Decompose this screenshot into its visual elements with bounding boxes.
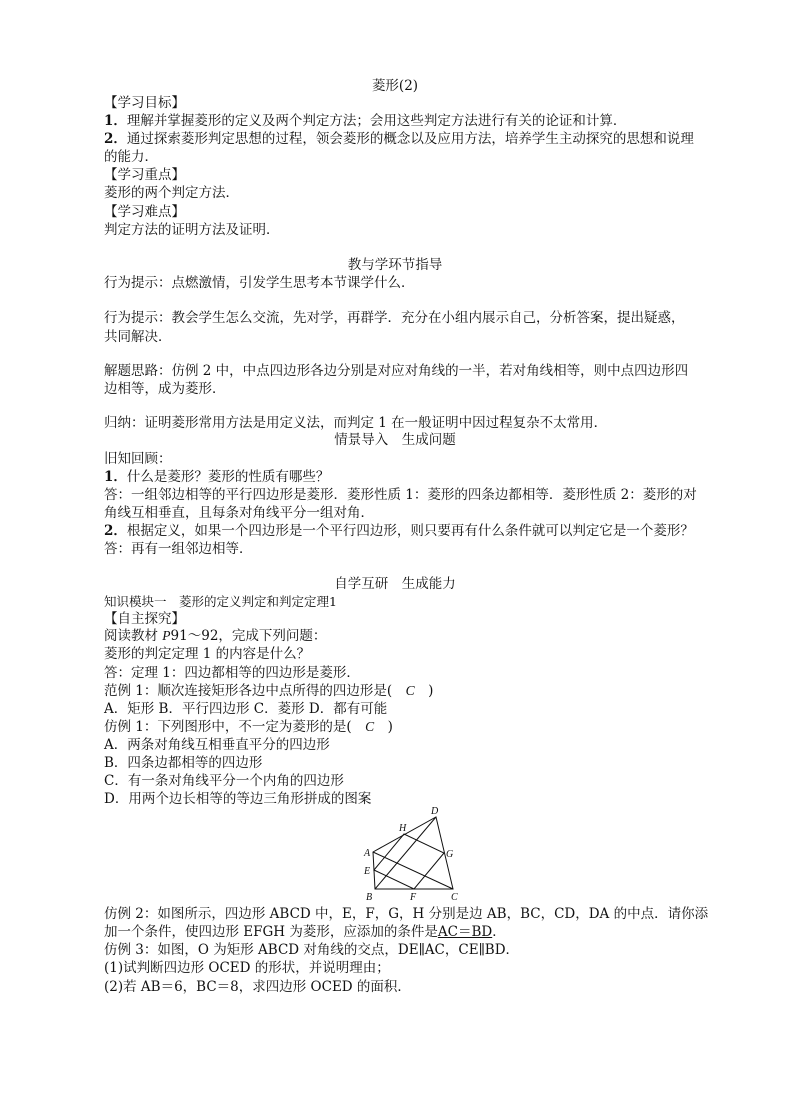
label-a: A (364, 848, 371, 859)
diagonal-ac (373, 852, 453, 889)
label-f: F (410, 892, 417, 902)
page-title: 菱形(2) (371, 78, 419, 94)
example-1-text: 范例 1：顺次连接矩形各边中点所得的四边形是( (104, 683, 406, 699)
quadrilateral-efgh (374, 834, 444, 889)
q2-text: 根据定义，如果一个四边形是一个平行四边形，则只要再有什么条件就可以判定它是一个菱形？ (126, 523, 694, 539)
goal-1-text: 理解并掌握菱形的定义及两个判定方法；会用这些判定方法进行有关的论证和计算． (126, 113, 627, 129)
label-d: D (431, 806, 439, 817)
example-1-answer: C (405, 683, 415, 698)
similar-2-text: 加一个条件，使四边形 EFGH 为菱形，应添加的条件是 (104, 924, 438, 940)
guide-heading: 教与学环节指导 (347, 257, 443, 273)
similar-1-option-d: D．用两个边长相等的等边三角形拼成的图案 (104, 791, 372, 807)
example-1-options: A．矩形 B．平行四边形 C．菱形 D．都有可能 (104, 701, 388, 717)
theorem-question: 菱形的判定定理 1 的内容是什么？ (104, 646, 311, 662)
read-instruction (104, 627, 326, 645)
label-g: G (446, 849, 454, 860)
read-page-letter: P (162, 628, 171, 643)
similar-2-answer: AC＝BD (437, 924, 493, 940)
example-1 (104, 682, 433, 700)
intro-heading: 情景导入 生成问题 (334, 432, 456, 448)
quadrilateral-figure (355, 804, 465, 902)
q1-text: 什么是菱形？菱形的性质有哪些？ (126, 469, 330, 485)
guide-hint-2-cont: 共同解决． (104, 329, 172, 345)
similar-1-answer: C (365, 719, 375, 734)
guide-summary: 归纳：证明菱形常用方法是用定义法，而判定 1 在一般证明中因过程复杂不太常用． (104, 415, 608, 431)
similar-1-option-b: B．四条边都相等的四边形 (104, 755, 263, 771)
example-1-close: ) (414, 683, 434, 699)
goal-item-2-cont: 的能力． (104, 149, 158, 165)
intro-question-1 (104, 468, 329, 486)
q2-number: 2． (104, 523, 127, 539)
similar-1-option-c: C．有一条对角线平分一个内角的四边形 (104, 773, 344, 789)
similar-1-option-a: A．两条对角线互相垂直平分的四边形 (104, 737, 330, 753)
similar-1 (104, 718, 393, 736)
goal-item-1 (104, 112, 626, 130)
guide-idea: 解题思路：仿例 2 中，中点四边形各边分别是对应对角线的一半，若对角线相等，则中点四边形四 (104, 363, 689, 379)
intro-answer-1-cont: 角线互相垂直，且每条对角线平分一组对角． (104, 505, 374, 521)
label-c: C (451, 892, 458, 902)
intro-answer-1: 答：一组邻边相等的平行四边形是菱形．菱形性质 1：菱形的四条边都相等．菱形性质 2：菱形的对 (104, 487, 697, 503)
goal-2-number: 2． (104, 131, 127, 147)
quadrilateral-abcd (373, 817, 453, 889)
intro-answer-2: 答：再有一组邻边相等． (104, 541, 253, 557)
similar-2-end: ． (492, 924, 506, 940)
theorem-answer: 答：定理 1：四边都相等的四边形是菱形． (104, 665, 360, 681)
label-b: B (366, 892, 373, 902)
explore-heading: 【自主探究】 (104, 611, 185, 627)
read-prefix: 阅读教材 (104, 628, 163, 644)
study-heading: 自学互研 生成能力 (334, 576, 456, 592)
similar-2: 仿例 2：如图所示，四边形 ABCD 中，E，F，G，H 分别是边 AB，BC，CD，DA 的中点．请你添 (104, 906, 709, 922)
label-h: H (399, 823, 407, 834)
keypoint-text: 菱形的两个判定方法． (104, 185, 239, 201)
module-heading: 知识模块一 菱形的定义判定和判定定理1 (104, 594, 337, 609)
difficulty-heading: 【学习难点】 (104, 204, 185, 220)
similar-3-q1: (1)试判断四边形 OCED 的形状，并说明理由； (104, 960, 390, 976)
goal-item-2 (104, 130, 694, 148)
read-suffix: ，完成下列问题： (218, 628, 327, 644)
read-range: 91～92 (170, 628, 219, 644)
similar-3-q2: (2)若 AB＝6，BC＝8，求四边形 OCED 的面积． (104, 979, 411, 995)
intro-review: 旧知回顾： (104, 451, 172, 467)
keypoint-heading: 【学习重点】 (104, 167, 185, 183)
label-e: E (364, 866, 371, 877)
guide-hint-2: 行为提示：教会学生怎么交流，先对学，再群学．充分在小组内展示自己，分析答案，提出疑惑， (104, 310, 685, 326)
similar-1-close: ) (374, 719, 393, 735)
difficulty-text: 判定方法的证明方法及证明． (104, 222, 280, 238)
goal-1-number: 1． (104, 113, 127, 129)
goals-heading: 【学习目标】 (104, 95, 185, 111)
q1-number: 1． (104, 469, 127, 485)
similar-3: 仿例 3：如图，O 为矩形 ABCD 对角线的交点，DE∥AC，CE∥BD． (104, 942, 520, 958)
intro-question-2 (104, 522, 694, 540)
similar-1-text: 仿例 1：下列图形中，不一定为菱形的是( (104, 719, 366, 735)
similar-2-cont (104, 923, 506, 941)
guide-idea-cont: 边相等，成为菱形． (104, 381, 226, 397)
goal-2-text: 通过探索菱形判定思想的过程，领会菱形的概念以及应用方法，培养学生主动探究的思想和说理 (126, 131, 694, 147)
guide-hint-1: 行为提示：点燃激情，引发学生思考本节课学什么． (104, 275, 415, 291)
